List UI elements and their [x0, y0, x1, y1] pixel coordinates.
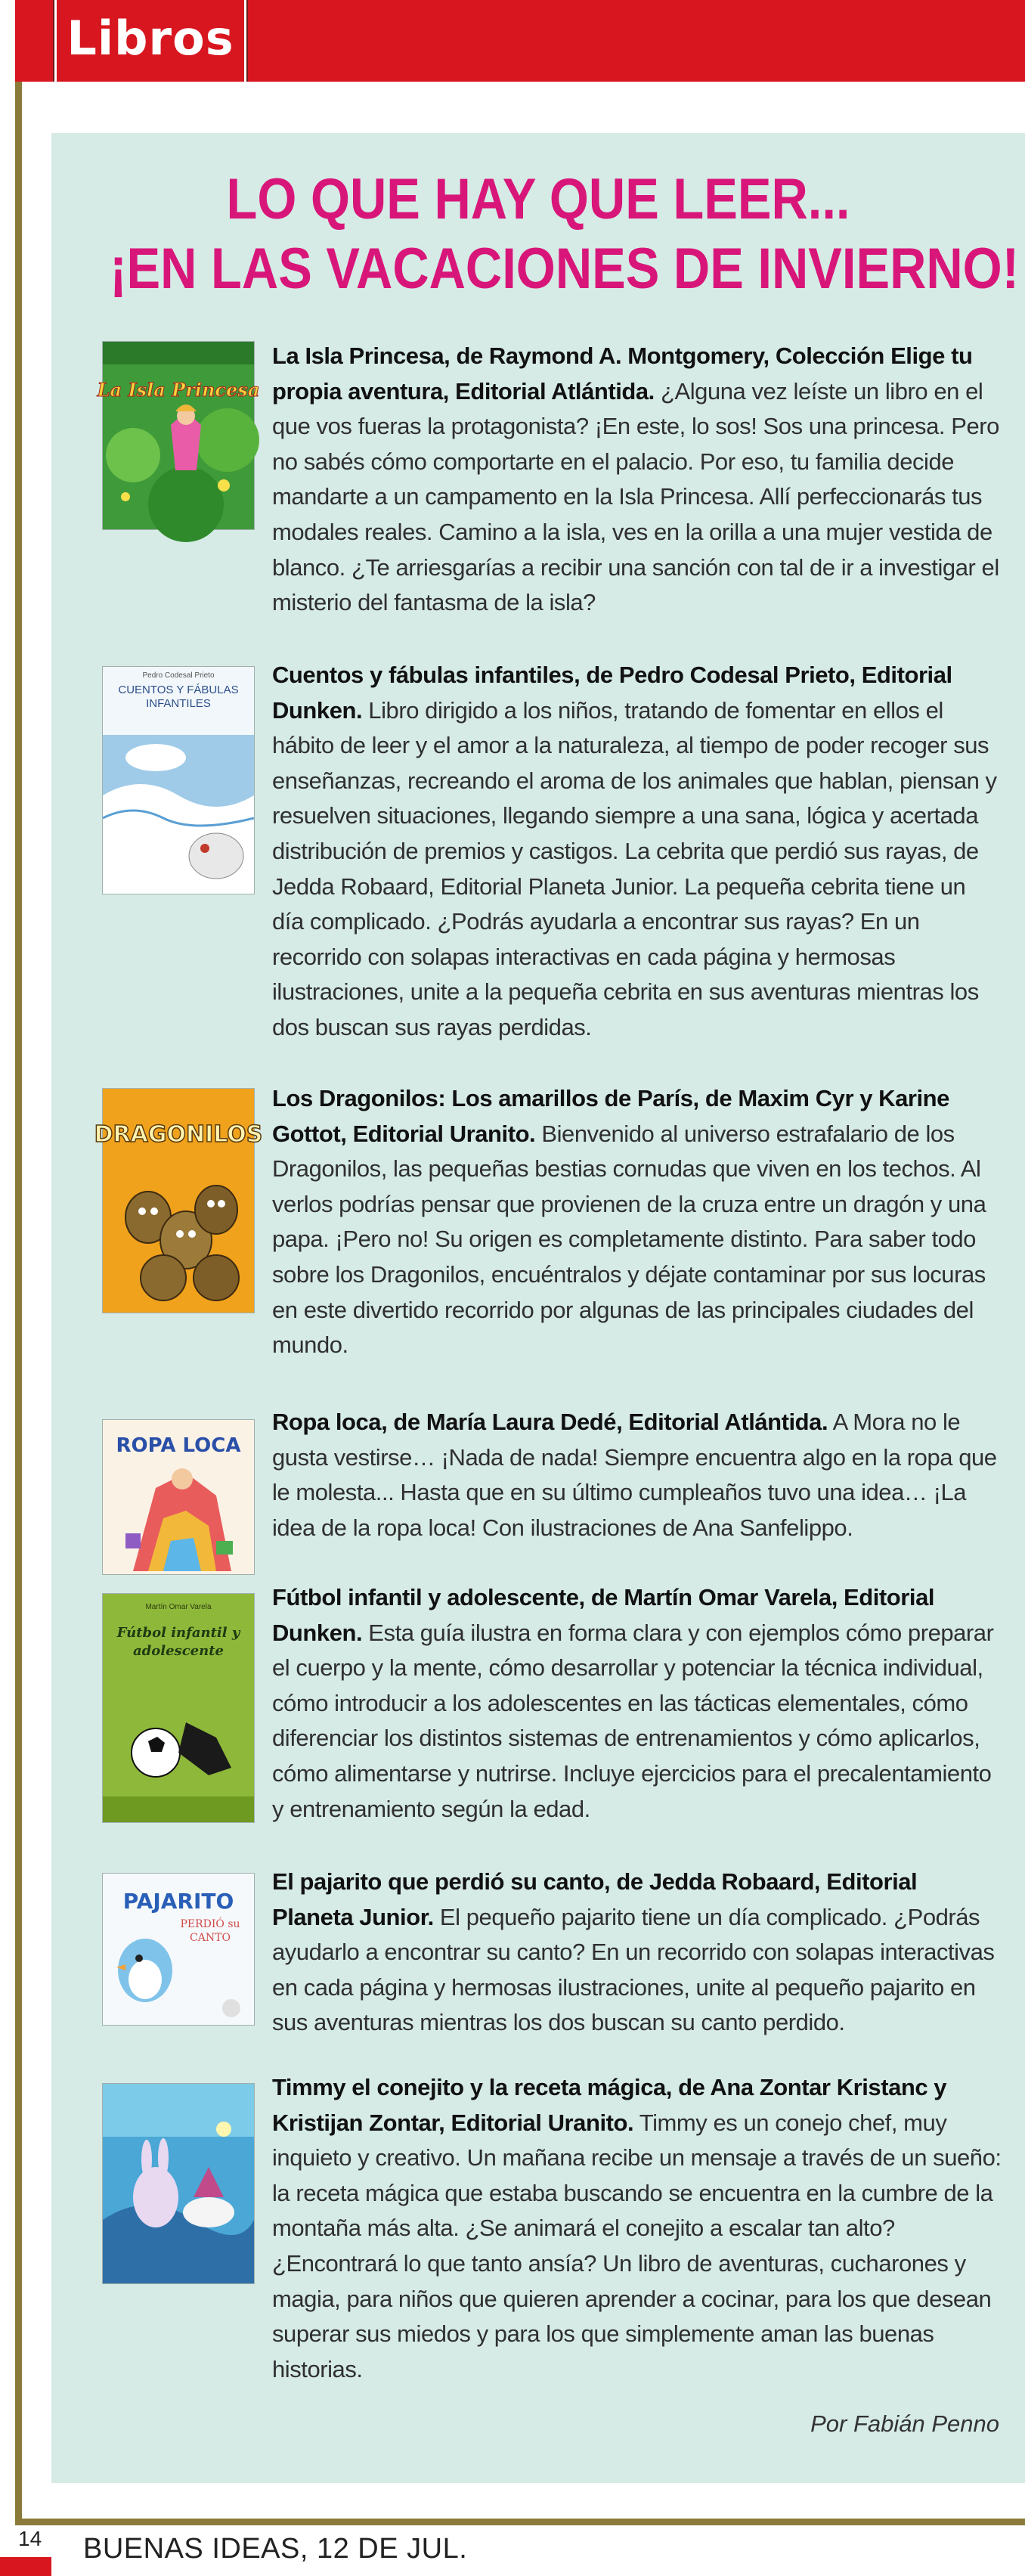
book-description: ¿Alguna vez leíste un libro en el que vos fueras la protagonista? ¡En este, lo sos! Sos una princesa. Pero no sabés cómo comportarte en el palacio. Por eso, tu familia decide mandarte a un campamento en la Isla Princesa. Allí perfeccionarás tus modales reales. Camino a la isla, ves en la orilla a una mujer vestida de blanco. ¿Te arriesgarías a recibir una sanción con tal de ir a investigar el misterio del fantasma de la isla? [272, 377, 999, 616]
headline-line-2: ¡EN LAS VACACIONES DE INVIERNO! [110, 237, 1019, 301]
cover-author-cuentos: Pedro Codesal Prieto [142, 671, 215, 680]
book-entry-isla-princesa [272, 339, 1002, 621]
cover-author-futbol: Martín Omar Varela [145, 1603, 212, 1611]
book-title: El pajarito que perdió su canto, de Jedda Robaard, Editorial Planeta Junior. [272, 1868, 918, 1930]
book-title: Ropa loca, de María Laura Dedé, Editorial Atlántida. [272, 1409, 828, 1435]
book-title: Cuentos y fábulas infantiles, de Pedro Codesal Prieto, Editorial Dunken. [272, 662, 952, 724]
book-entry-timmy [272, 2070, 1002, 2387]
cover-title-dragonilos: DRAGONILOS [94, 1121, 263, 1148]
book-description: Libro dirigido a los niños, tratando de fomentar en ellos el hábito de leer y el amor a la naturaleza, al tiempo de poder recoger sus enseñanzas, recreando el aroma de los animales que hablan, piensan y resuelven situaciones, llegando siempre a una sana, lógica y acertada distribución de premios y castigos. La cebrita que perdió sus rayas, de Jedda Robaard, Editorial Planeta Junior. La pequeña cebrita tiene un día complicado. ¿Podrás ayudarla a encontrar sus rayas? En un recorrido con solapas interactivas en cada página y hermosas ilustraciones, unite a la pequeña cebrita en sus aventuras mientras los dos buscan sus rayas perdidas. [272, 696, 997, 1040]
book-description: Bienvenido al universo estrafalario de los Dragonilos, las pequeñas bestias cornudas que viven en los techos. Al verlos podrías pensar que provienen de la cruza entre un dragón y una papa. ¡Pero no! Su origen es completamente distinto. Para saber todo sobre los Dragonilos, encuéntralos y déjate contaminar por sus locuras en este divertido recorrido por algunas de las principales ciudades del mundo. [272, 1120, 986, 1359]
cover-title-pajarito: PAJARITO [122, 1889, 234, 1914]
headline [110, 165, 1019, 304]
headline-line-1: LO QUE HAY QUE LEER... [226, 167, 850, 231]
page-number: 14 [18, 2527, 42, 2550]
cover-title-cuentos: CUENTOS Y FÁBULAS INFANTILES [118, 684, 239, 710]
book-description: Esta guía ilustra en forma clara y con ejemplos cómo preparar el cuerpo y la mente, cómo desarrollar y potenciar la técnica individual, cómo introducir a los adolescentes en las tácticas elementales, cómo diferenciar los distintos sistemas de entrenamientos y cómo aplicarlos, cómo alimentarse y nutrirse. Incluye ejercicios para el precalentamiento y entrenamiento según la edad. [272, 1619, 994, 1822]
book-cover-dragonilos [94, 1089, 263, 1313]
book-title: La Isla Princesa, de Raymond A. Montgomery, Colección Elige tu propia aventura, Editorial Atlántida. [272, 343, 973, 405]
cover-title-ropa-loca: ROPA LOCA [116, 1434, 241, 1457]
author-byline: Por Fabián Penno [810, 2410, 999, 2437]
book-entry-futbol [272, 1580, 1002, 1827]
book-entry-ropa-loca [272, 1405, 1002, 1545]
book-description: Timmy es un conejo chef, muy inquieto y creativo. Un mañana recibe un mensaje a través de un sueño: la receta mágica que estaba buscando se encuentra en la cumbre de la montaña más alta. ¿Se animará el conejito a escalar tan alto? ¿Encontrará lo que tanto ansía? Un libro de aventuras, cucharones y magia, para niños que quieren aprender a cocinar, para los que desean superar sus miedos y para los que simplemente aman las buenas historias. [272, 2109, 1002, 2382]
book-entry-pajarito [272, 1865, 1002, 2041]
cover-title-futbol: Fútbol infantil y adolescente [116, 1625, 240, 1659]
book-entry-cuentos-fabulas [272, 658, 1002, 1046]
book-cover-ropa-loca [103, 1420, 254, 1574]
book-cover-timmy [103, 2084, 254, 2283]
book-cover-isla-princesa [97, 342, 260, 529]
book-entry-dragonilos [272, 1081, 1002, 1363]
book-title: Timmy el conejito y la receta mágica, de Ana Zontar Kristanc y Kristijan Zontar, Editorial Uranito. [272, 2074, 947, 2136]
book-description: El pequeño pajarito tiene un día complicado. ¿Podrás ayudarlo a encontrar su canto? En un recorrido con solapas interactivas en cada página y hermosas ilustraciones, unite al pequeño pajarito en sus aventuras mientras los dos buscan su canto perdido. [272, 1903, 995, 2036]
book-cover-cuentos-fabulas [103, 667, 254, 894]
cover-title-isla: La Isla Princesa [97, 379, 260, 401]
cover-subtitle-pajarito: PERDIÓ su CANTO [180, 1918, 240, 1944]
book-title: Fútbol infantil y adolescente, de Martín Omar Varela, Editorial Dunken. [272, 1584, 935, 1646]
book-title: Los Dragonilos: Los amarillos de París, de Maxim Cyr y Karine Gottot, Editorial Uranito. [272, 1085, 949, 1147]
footer-red-marker [0, 2557, 51, 2576]
book-description: A Mora no le gusta vestirse… ¡Nada de nada! Siempre encuentra algo en la ropa que le molesta... Hasta que en su último cumpleaños tuvo una idea… ¡La idea de la ropa loca! Con ilustraciones de Ana Sanfelippo. [272, 1409, 997, 1541]
issue-line: BUENAS IDEAS, 12 DE JUL. [83, 2533, 468, 2565]
section-label: Libros [67, 11, 234, 66]
book-cover-futbol [103, 1594, 254, 1822]
book-cover-pajarito [103, 1874, 254, 2025]
